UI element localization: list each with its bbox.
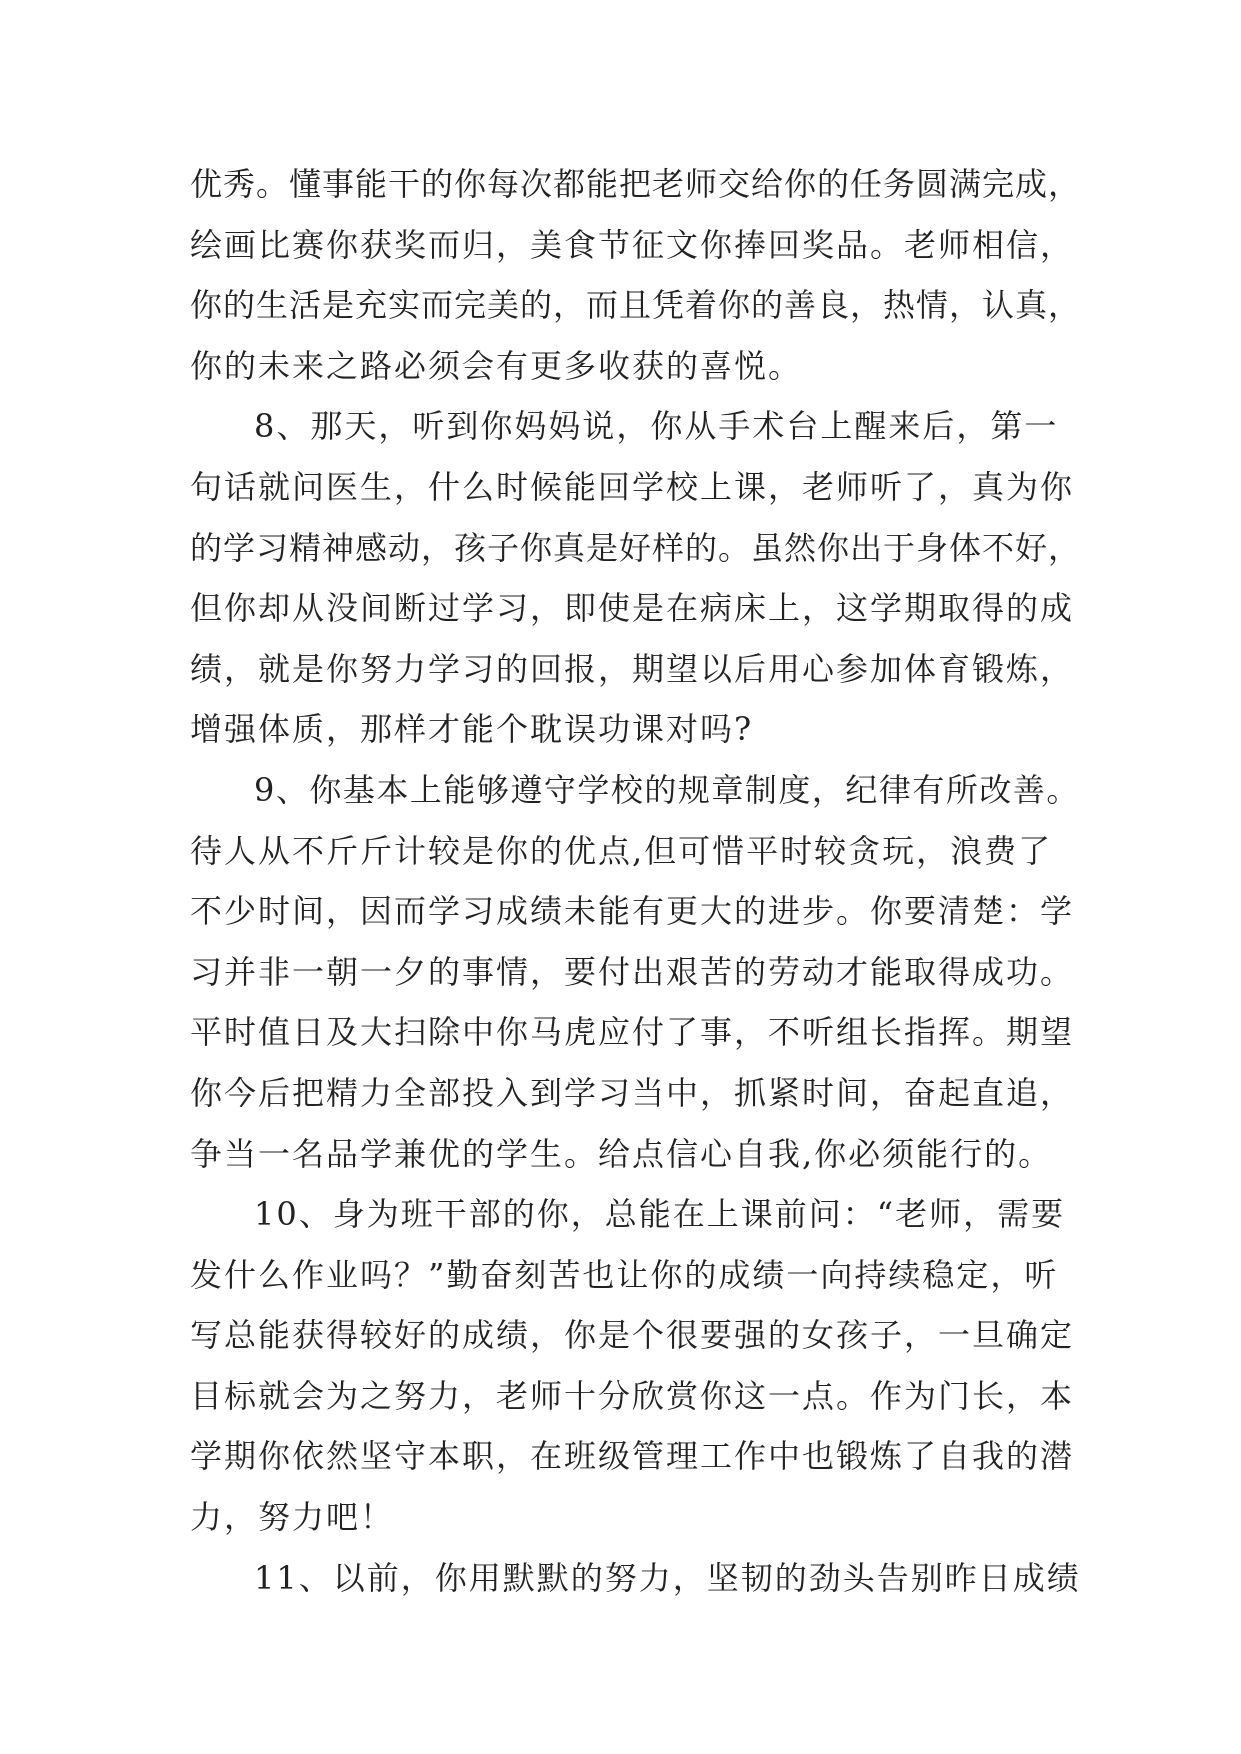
text-line: 争当一名品学兼优的学生。给点信心自我,你必须能行的。 <box>190 1134 1053 1173</box>
text-line: 平时值日及大扫除中你马虎应付了事，不听组长指挥。期望 <box>190 1013 1075 1052</box>
text-line: 绩，就是你努力学习的回报，期望以后用心参加体育锻炼， <box>190 649 1075 688</box>
text-line: 句话就问医生，什么时候能回学校上课，老师听了，真为你 <box>190 467 1075 506</box>
text-line: 你的未来之路必须会有更多收获的喜悦。 <box>190 346 803 385</box>
text-line: 不少时间，因而学习成绩未能有更大的进步。你要清楚：学 <box>190 892 1075 931</box>
paragraph-9-first-line: 9、你基本上能够遵守学校的规章制度，纪律有所改善。 <box>254 770 1080 809</box>
text-line: 优秀。懂事能干的你每次都能把老师交给你的任务圆满完成， <box>190 165 1082 203</box>
text-line: 力，努力吧！ <box>190 1498 395 1537</box>
text-line: 发什么作业吗？”勤奋刻苦也让你的成绩一向持续稳定，听 <box>190 1255 1059 1294</box>
text-line: 你的生活是充实而完美的，而且凭着你的善良，热情，认真， <box>190 286 1082 325</box>
text-line: 习并非一朝一夕的事情，要付出艰苦的劳动才能取得成功。 <box>190 952 1075 991</box>
paragraph-8-first-line: 8、那天，听到你妈妈说，你从手术台上醒来后，第一 <box>254 407 1059 446</box>
text-line: 绘画比赛你获奖而归，美食节征文你捧回奖品。老师相信， <box>190 225 1075 264</box>
text-line: 写总能获得较好的成绩，你是个很要强的女孩子，一旦确定 <box>190 1316 1075 1355</box>
text-line: 的学习精神感动，孩子你真是好样的。虽然你出于身体不好， <box>190 528 1082 567</box>
document-body <box>190 154 1090 1608</box>
text-line: 目标就会为之努力，老师十分欣赏你这一点。作为门长，本 <box>190 1376 1075 1415</box>
text-line: 但你却从没间断过学习，即使是在病床上，这学期取得的成 <box>190 589 1075 628</box>
text-line: 学期你依然坚守本职，在班级管理工作中也锻炼了自我的潜 <box>190 1437 1075 1476</box>
paragraph-11-first-line: 11、以前，你用默默的努力，坚韧的劲头告别昨日成绩 <box>254 1558 1081 1597</box>
text-line: 待人从不斤斤计较是你的优点,但可惜平时较贪玩，浪费了 <box>190 831 1053 870</box>
text-line: 你今后把精力全部投入到学习当中，抓紧时间，奋起直追， <box>190 1073 1075 1112</box>
paragraph-10-first-line: 10、身为班干部的你，总能在上课前问：“老师，需要 <box>254 1195 1066 1234</box>
text-line: 增强体质，那样才能个耽误功课对吗? <box>190 710 754 749</box>
